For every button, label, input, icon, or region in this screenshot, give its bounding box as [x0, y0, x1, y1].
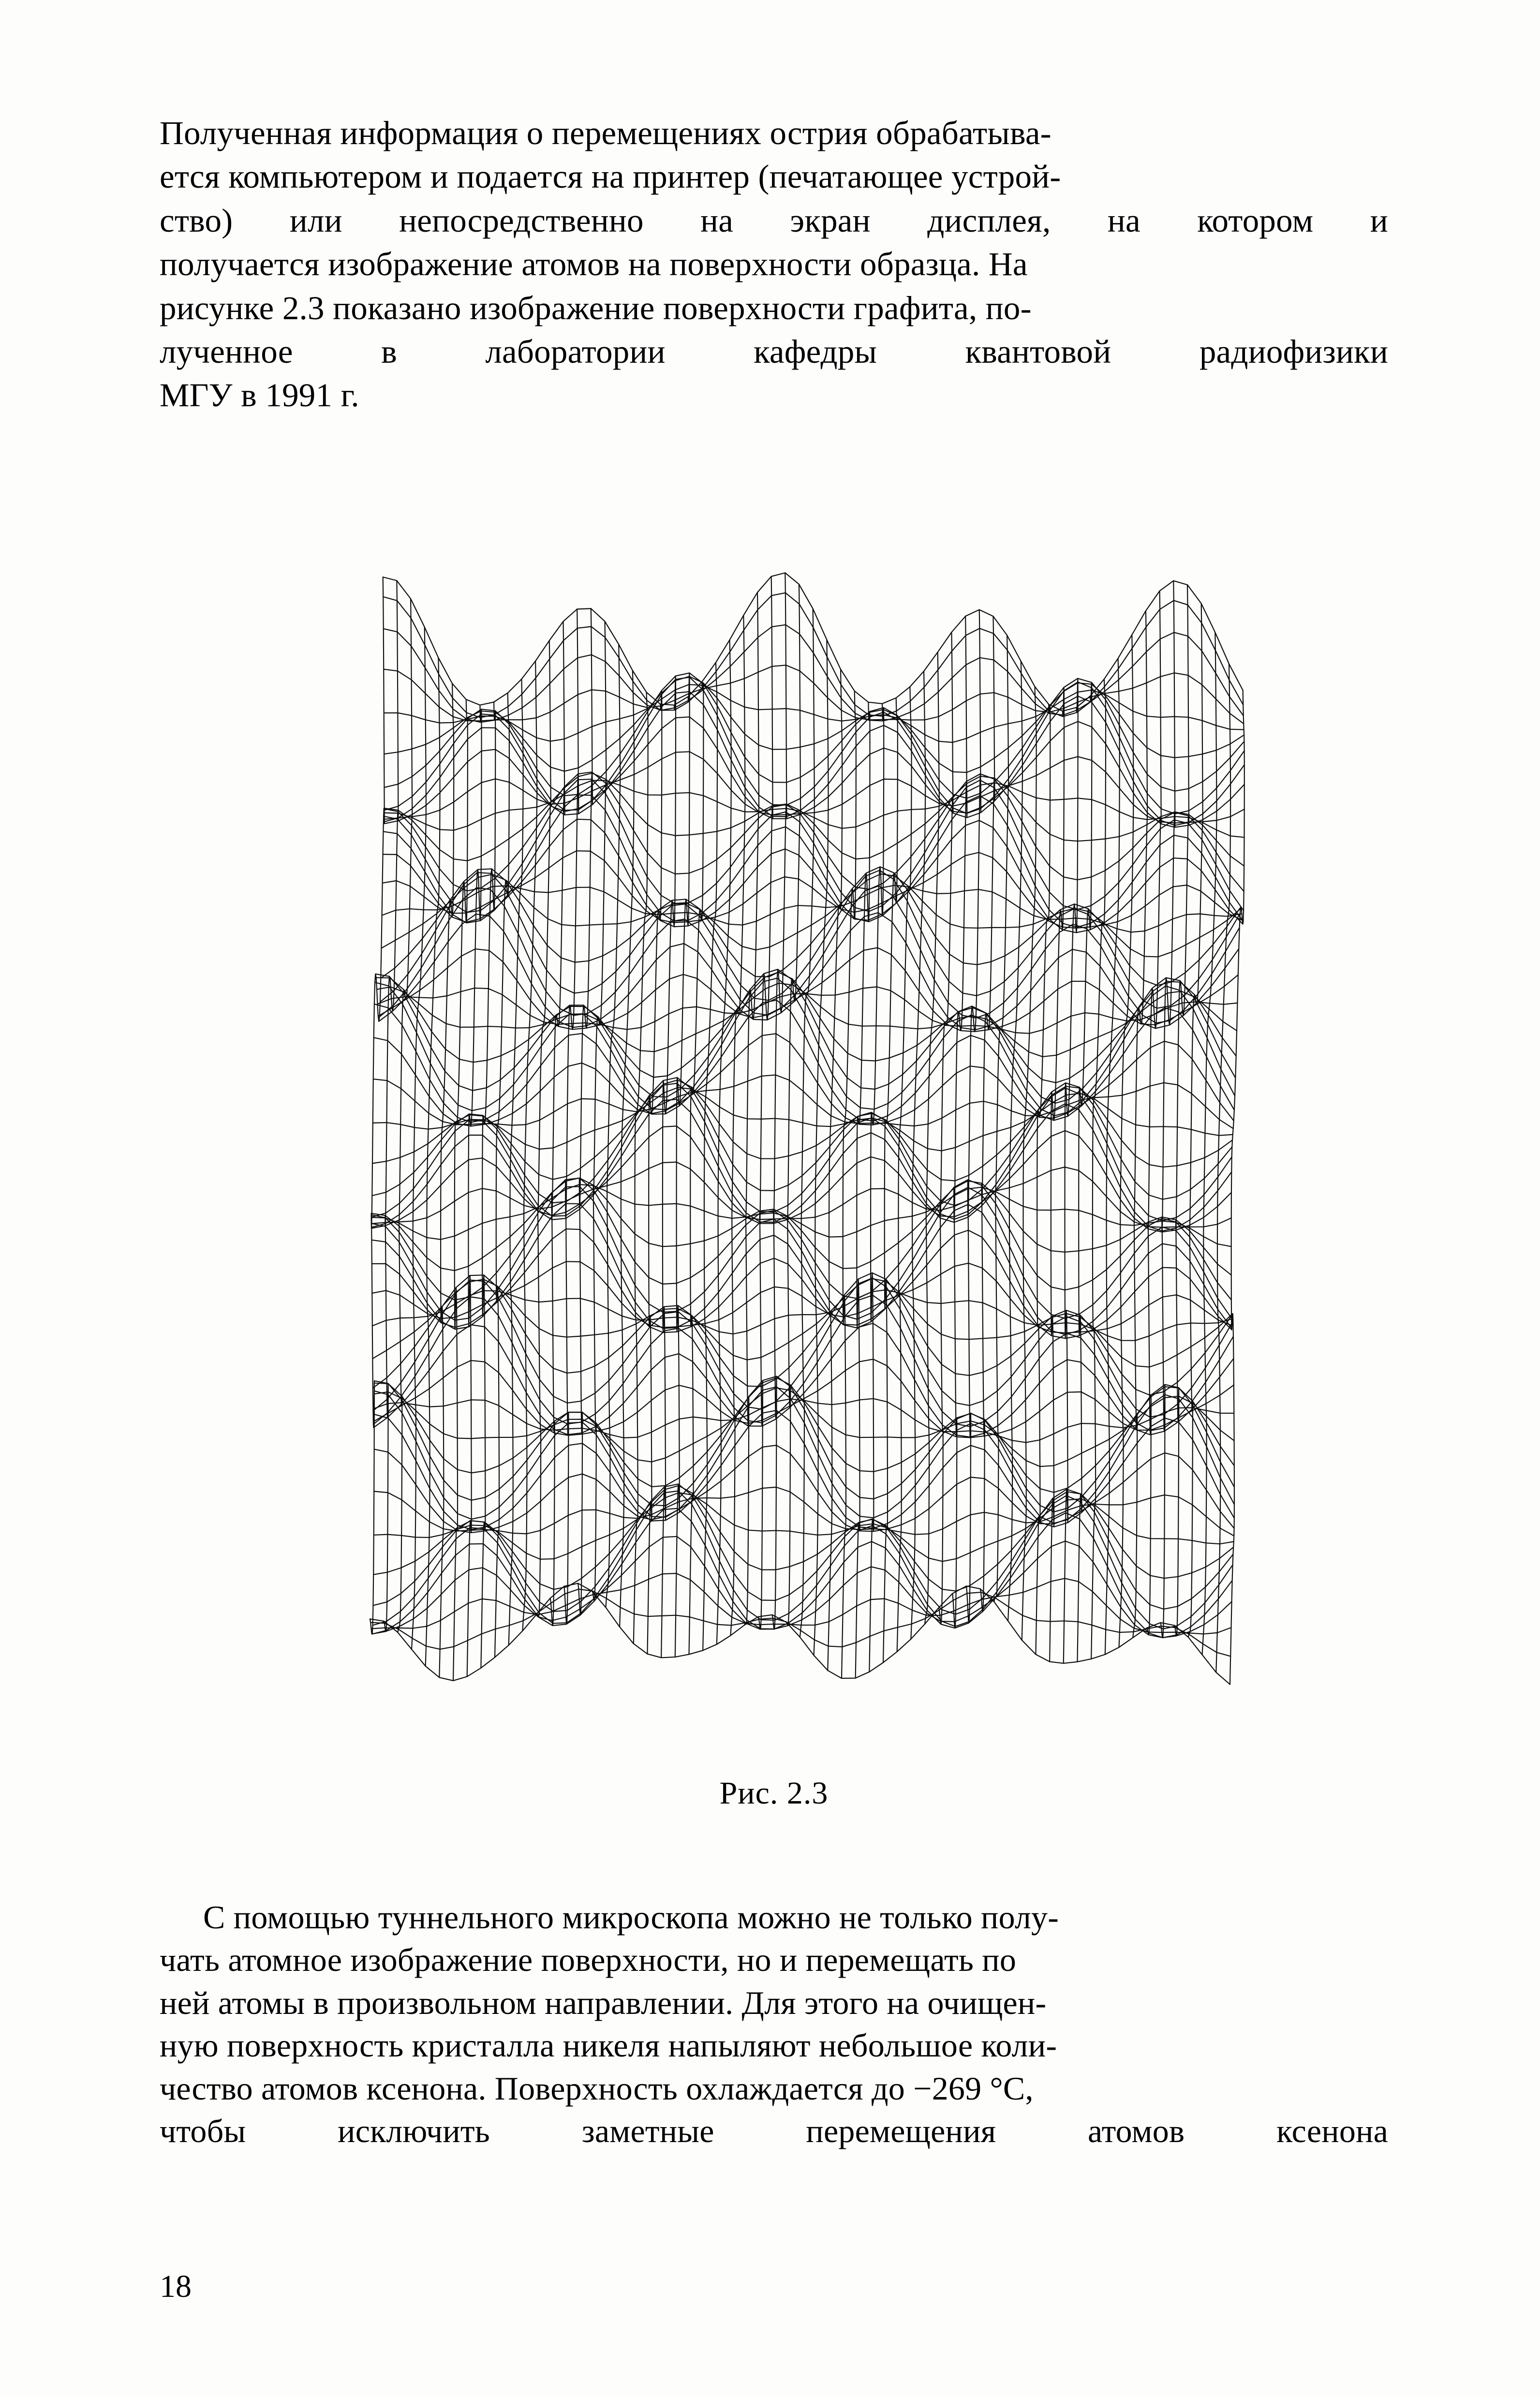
bottom-paragraph: [160, 1896, 1388, 2152]
word: в: [381, 333, 397, 370]
word: или: [289, 202, 342, 239]
paragraph-line: ней атомы в произвольном направлении. Для этого на очищен-: [160, 1984, 1047, 2021]
paragraph-line: чество атомов ксенона. Поверхность охлаждается до −269 °C,: [160, 2070, 1034, 2107]
word: экран: [790, 202, 871, 239]
paragraph-line: МГУ в 1991 г.: [160, 377, 359, 414]
word: лученное: [160, 333, 293, 370]
word: лаборатории: [485, 333, 666, 370]
word: на: [1107, 202, 1140, 239]
word: исключить: [338, 2112, 490, 2149]
paragraph-line: ную поверхность кристалла никеля напыляют небольшое коли-: [160, 2027, 1057, 2064]
paragraph-line: Полученная информация о перемещениях острия обрабатыва-: [160, 115, 1051, 151]
paragraph-line-justified: [160, 330, 1388, 373]
paragraph-line-text: С помощью туннельного микроскопа можно не только полу-: [203, 1899, 1059, 1936]
word: радиофизики: [1199, 333, 1388, 370]
word: квантовой: [965, 333, 1111, 370]
word: атомов: [1088, 2112, 1185, 2149]
figure-caption: Рис. 2.3: [719, 1775, 829, 1811]
word: перемещения: [806, 2112, 996, 2149]
word: и: [1370, 202, 1388, 239]
word: заметные: [581, 2112, 714, 2149]
paragraph-line-justified: [160, 2110, 1388, 2152]
word: ство): [160, 202, 233, 239]
word: на: [700, 202, 734, 239]
page-number: 18: [160, 2269, 192, 2304]
paragraph-line: рисунке 2.3 показано изображение поверхности графита, по-: [160, 289, 1032, 326]
bottom-text-block: [160, 1896, 1388, 2152]
word: дисплея,: [927, 202, 1051, 239]
paragraph-line: [160, 1896, 1388, 1938]
wireframe-mesh-icon: [160, 547, 1388, 1785]
paragraph-line: получается изображение атомов на поверхности образца. На: [160, 246, 1028, 283]
word: ксенона: [1276, 2112, 1388, 2149]
word: чтобы: [160, 2112, 246, 2149]
word: котором: [1197, 202, 1314, 239]
paragraph-line: ется компьютером и подается на принтер (печатающее устрой-: [160, 158, 1061, 195]
word: кафедры: [754, 333, 877, 370]
word: непосредственно: [399, 202, 644, 239]
figure-graphite-surface: [160, 547, 1388, 1785]
paragraph-line-justified: [160, 199, 1388, 242]
paragraph-line: чать атомное изображение поверхности, но и перемещать по: [160, 1941, 1017, 1979]
top-paragraph: [160, 111, 1388, 417]
top-text-block: [160, 111, 1388, 417]
